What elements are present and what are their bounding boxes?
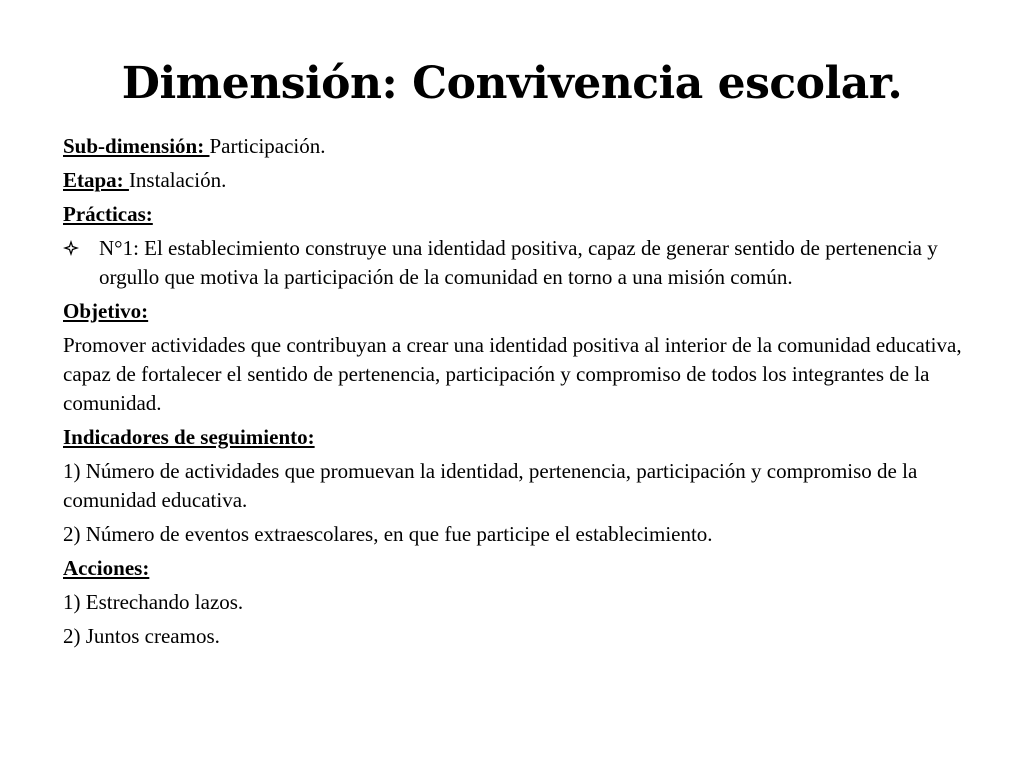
slide-title: Dimensión: Convivencia escolar.: [121, 58, 903, 109]
objetivo-label: Objetivo:: [63, 299, 149, 323]
indicador-item: 2) Número de eventos extraescolares, en que fue participe el establecimiento.: [63, 522, 713, 546]
indicadores-label: Indicadores de seguimiento:: [63, 425, 315, 449]
practica-item: [63, 234, 973, 292]
subdimension-line: [63, 132, 973, 161]
indicadores-heading: [63, 423, 973, 452]
acciones-label: Acciones:: [63, 556, 150, 580]
diamond-bullet-icon: [63, 234, 99, 292]
accion-item: 1) Estrechando lazos.: [63, 590, 244, 614]
subdimension-label: Sub-dimensión:: [63, 134, 210, 158]
etapa-label: Etapa:: [63, 168, 129, 192]
acciones-heading: [63, 554, 973, 583]
practicas-label: Prácticas:: [63, 202, 153, 226]
objetivo-text: Promover actividades que contribuyan a crear una identidad positiva al interior de la comunidad educativa, capaz de fortalecer el sentido de pertenencia, participación y compromiso de todos los integrantes de la comunidad.: [63, 333, 962, 415]
slide-content: [63, 132, 973, 656]
etapa-line: [63, 166, 973, 195]
objetivo-heading: [63, 297, 973, 326]
indicador-item: 1) Número de actividades que promuevan la identidad, pertenencia, participación y compromiso de la comunidad educativa.: [63, 459, 918, 512]
etapa-value: Instalación.: [128, 168, 227, 192]
practicas-heading: [63, 200, 973, 229]
subdimension-value: Participación.: [209, 134, 326, 158]
accion-item: 2) Juntos creamos.: [63, 624, 220, 648]
practica-text: N°1: El establecimiento construye una identidad positiva, capaz de generar sentido de pertenencia y orgullo que motiva la participación de la comunidad en torno a una misión común.: [99, 236, 938, 289]
